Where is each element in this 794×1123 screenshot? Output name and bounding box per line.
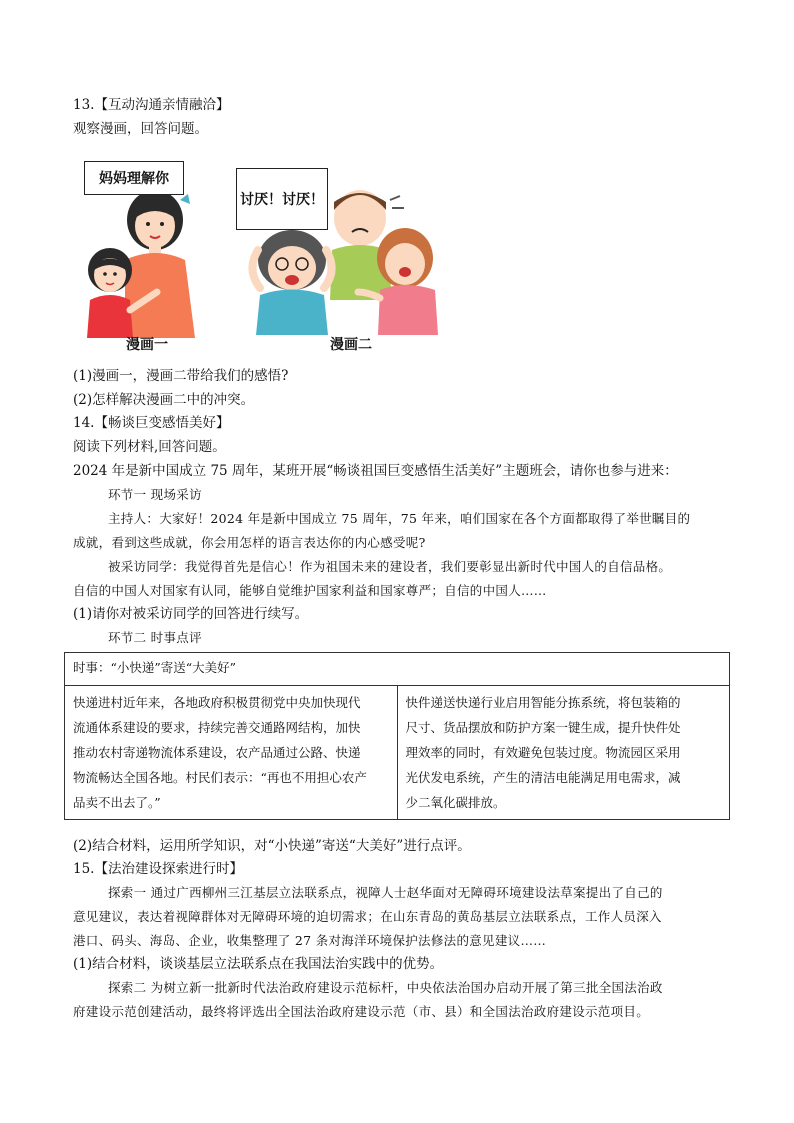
q13-instruction: 观察漫画，回答问题。 [73,121,208,137]
left-cell-line: 快递进村近年来，各地政府积极贯彻党中央加快现代 [73,695,361,710]
q14-instruction: 阅读下列材料,回答问题。 [73,439,226,455]
comic-two-caption: 漫画二 [330,337,372,353]
q14-host-line-2: 成就，看到这些成就，你会用怎样的语言表达你的内心感受呢? [73,535,426,550]
right-cell-line: 快件递送快递行业启用智能分拣系统，将包装箱的 [405,695,681,710]
q14-sub-question-2: (2)结合材料，运用所学知识，对“小快递”寄送“大美好”进行点评。 [73,838,471,854]
q14-intro: 2024 年是新中国成立 75 周年，某班开展“畅谈祖国巨变感悟生活美好”主题班会，请你也参与进来： [73,463,678,479]
comic-two-speech-bubble: 讨厌！讨厌！ [236,168,328,230]
q14-guest-line-1: 被采访同学：我觉得首先是信心！作为祖国未来的建设者，我们要彰显出新时代中国人的自信品格。 [108,559,672,574]
q15-explore1-line-3: 港口、码头、海岛、企业，收集整理了 27 条对海洋环境保护法修法的意见建议…… [73,933,547,948]
right-cell-line: 少二氧化碳排放。 [405,795,506,810]
q15-explore1-line-1: 探索一 通过广西柳州三江基层立法联系点，视障人士赵华面对无障碍环境建设法草案提出了自己的 [108,885,663,900]
left-cell-line: 品卖不出去了。” [73,795,161,810]
news-table-left-cell [65,686,398,820]
right-cell-line: 理效率的同时，有效避免包装过度。物流园区采用 [405,745,681,760]
right-cell-line: 光伏发电系统，产生的清洁电能满足用电需求，减 [405,770,681,785]
q14-title: 14.【畅谈巨变感悟美好】 [73,415,230,431]
q14-host-line-1: 主持人：大家好！2024 年是新中国成立 75 周年，75 年来，咱们国家在各个方面都取得了举世瞩目的 [108,511,691,526]
left-cell-line: 流通体系建设的要求，持续完善交通路网结构，加快 [73,720,361,735]
q14-guest-line-2: 自信的中国人对国家有认同，能够自觉维护国家利益和国家尊严；自信的中国人…… [73,583,547,598]
left-cell-line: 物流畅达全国各地。村民们表示：“再也不用担心农产 [73,770,367,785]
news-table [64,652,730,820]
q13-sub-question-2: (2)怎样解决漫画二中的冲突。 [73,392,255,408]
q14-link1-title: 环节一 现场采访 [108,487,202,502]
q13-sub-question-1: (1)漫画一，漫画二带给我们的感悟? [73,368,289,384]
news-table-header: 时事：“小快递”寄送“大美好” [65,653,730,686]
q15-explore1-line-2: 意见建议，表达着视障群体对无障碍环境的迫切需求；在山东青岛的黄岛基层立法联系点，工作人员深入 [73,909,662,924]
q14-sub-question-1: (1)请你对被采访同学的回答进行续写。 [73,606,309,622]
q15-title: 15.【法治建设探索进行时】 [73,861,243,877]
q13-title: 13.【互动沟通亲情融洽】 [73,97,230,113]
q15-explore2-line-2: 府建设示范创建活动，最终将评选出全国法治政府建设示范（市、县）和全国法治政府建设示范项目。 [73,1004,650,1019]
left-cell-line: 推动农村寄递物流体系建设，农产品通过公路、快递 [73,745,361,760]
news-table-right-cell [397,686,730,820]
q15-explore2-line-1: 探索二 为树立新一批新时代法治政府建设示范标杆，中央依法治国办启动开展了第三批全国法治政 [108,980,663,995]
right-cell-line: 尺寸、货品摆放和防护方案一键生成，提升快件处 [405,720,681,735]
q14-link2-title: 环节二 时事点评 [108,630,202,645]
comic-one-speech-bubble: 妈妈理解你 [84,161,184,195]
comic-one-caption: 漫画一 [126,337,168,353]
q15-sub-question-1: (1)结合材料，谈谈基层立法联系点在我国法治实践中的优势。 [73,956,444,972]
